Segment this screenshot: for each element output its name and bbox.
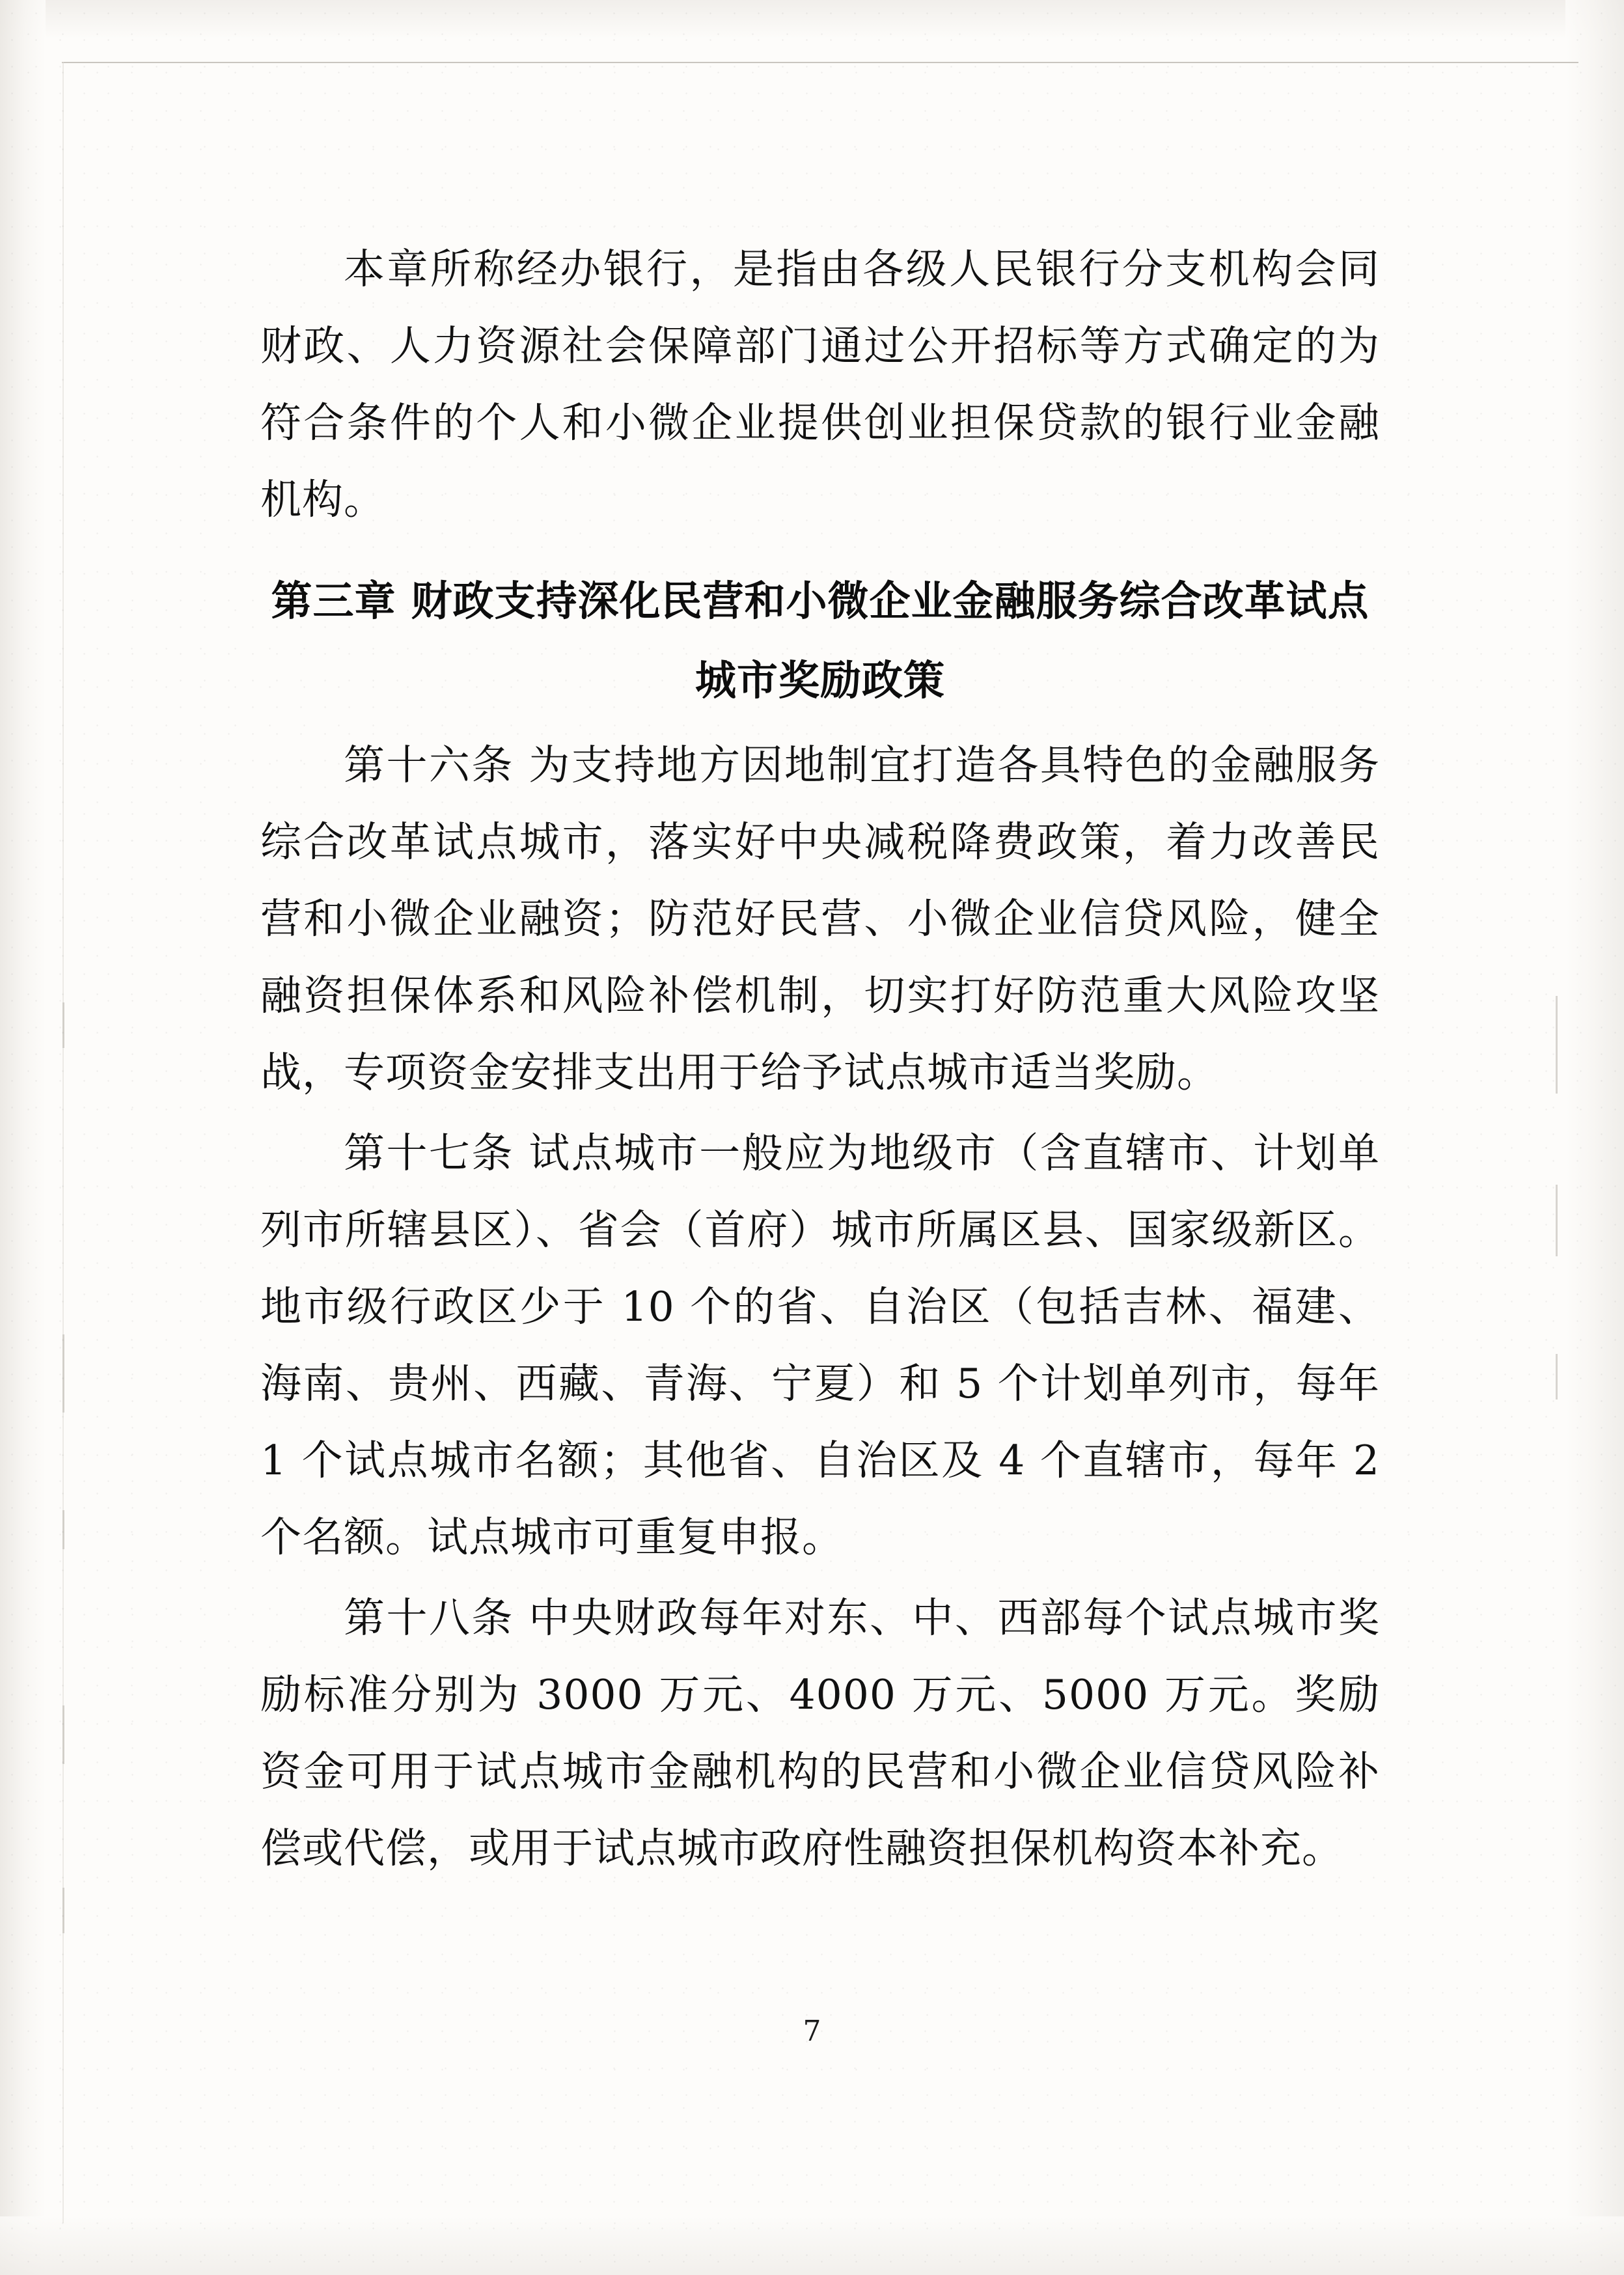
margin-tick-right-1 bbox=[1556, 996, 1558, 1094]
scan-edge-top bbox=[0, 0, 1624, 39]
margin-tick-left-1 bbox=[62, 1002, 64, 1048]
margin-tick-left-2 bbox=[62, 1334, 64, 1413]
article-18-paragraph: 第十八条 中央财政每年对东、中、西部每个试点城市奖励标准分别为 3000 万元、4000 万元、5000 万元。奖励资金可用于试点城市金融机构的民营和小微企业信贷风险补偿或代偿，或用于试点城市政府性融资担保机构资本补充。 bbox=[260, 1594, 1380, 1872]
paragraph-spacer bbox=[260, 542, 1380, 551]
article-16-paragraph: 第十六条 为支持地方因地制宜打造各具特色的金融服务综合改革试点城市，落实好中央减税降费政策，着力改善民营和小微企业融资；防范好民营、小微企业信贷风险，健全融资担保体系和风险补偿机制，切实打好防范重大风险攻坚战，专项资金安排支出用于给予试点城市适当奖励。 bbox=[260, 741, 1380, 1096]
margin-tick-left-4 bbox=[62, 1705, 64, 1764]
document-text-column bbox=[260, 231, 1380, 1891]
scan-edge-left bbox=[0, 0, 46, 2275]
chapter-heading: 第三章 财政支持深化民营和小微企业金融服务综合改革试点城市奖励政策 bbox=[271, 577, 1369, 704]
paragraph-banks-definition: 本章所称经办银行，是指由各级人民银行分支机构会同财政、人力资源社会保障部门通过公开招标等方式确定的为符合条件的个人和小微企业提供创业担保贷款的银行业金融机构。 bbox=[260, 245, 1380, 523]
margin-tick-right-3 bbox=[1556, 1354, 1558, 1399]
article-17-paragraph: 第十七条 试点城市一般应为地级市（含直辖市、计划单列市所辖县区）、省会（首府）城市所属区县、国家级新区。地市级行政区少于 10 个的省、自治区（包括吉林、福建、海南、贵州、西藏、青海、宁夏）和 5 个计划单列市，每年 1 个试点城市名额；其他省、自治区及 4 个直辖市，每年 2 个名额。试点城市可重复申报。 bbox=[260, 1129, 1380, 1561]
scan-edge-bottom bbox=[0, 2216, 1624, 2275]
page-number: 7 bbox=[803, 2015, 821, 2048]
page-border-rule-top bbox=[62, 62, 1578, 63]
scan-edge-right bbox=[1565, 0, 1624, 2275]
margin-tick-right-2 bbox=[1556, 1185, 1558, 1256]
margin-tick-left-5 bbox=[62, 1888, 64, 1933]
margin-tick-left-3 bbox=[62, 1510, 64, 1549]
